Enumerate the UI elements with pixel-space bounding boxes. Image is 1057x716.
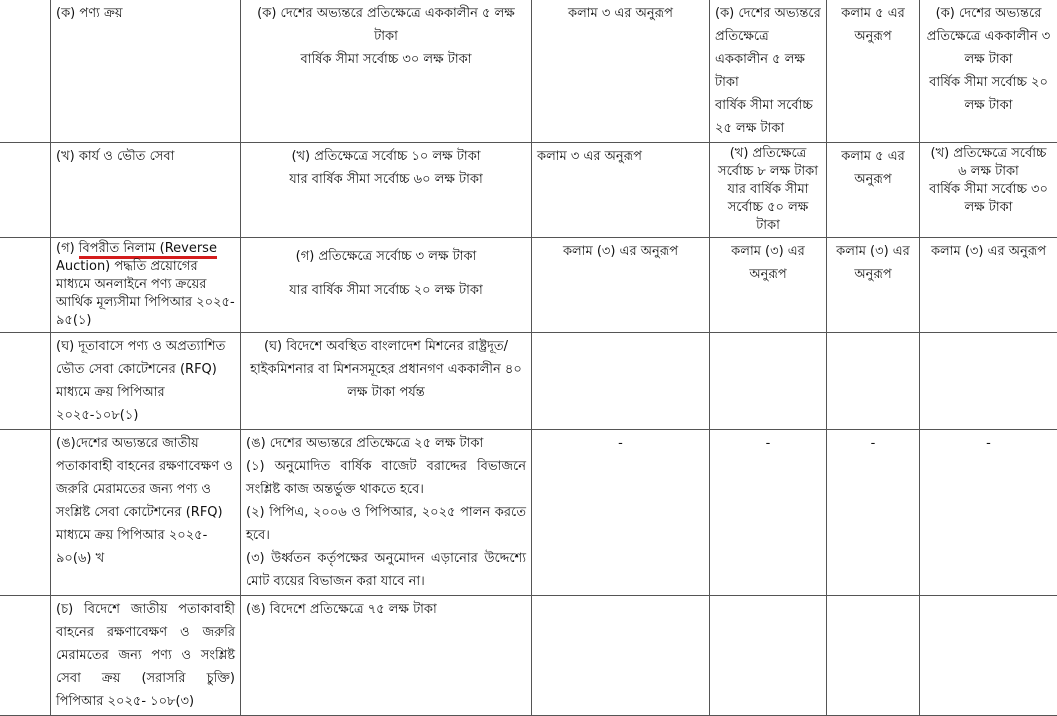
cell-text: (ক) দেশের অভ্যন্তরে প্রতিক্ষেত্রে এককালীন ৫ লক্ষ টাকা bbox=[246, 2, 526, 48]
cell-text: (খ) প্রতিক্ষেত্রে সর্বোচ্চ ৮ লক্ষ টাকা bbox=[715, 145, 821, 181]
col7-cell bbox=[920, 596, 1057, 716]
item-cell bbox=[51, 430, 241, 596]
underlined-text: বিপরীত নিলাম (Reverse bbox=[79, 241, 217, 259]
item-text: (খ) কার্য ও ভৌত সেবা bbox=[56, 149, 174, 164]
cell-text: কলাম (৩) এর অনুরূপ bbox=[563, 244, 678, 259]
col3-cell bbox=[241, 0, 532, 143]
col6-cell bbox=[827, 333, 920, 430]
item-text: (গ) bbox=[56, 241, 79, 256]
cell-text: - bbox=[986, 436, 991, 451]
cell-text: বার্ষিক সীমা সর্বোচ্চ ৩০ লক্ষ টাকা bbox=[925, 181, 1052, 217]
cell-text: (খ) প্রতিক্ষেত্রে সর্বোচ্চ ৬ লক্ষ টাকা bbox=[925, 145, 1052, 181]
col4-cell bbox=[532, 596, 710, 716]
table-row bbox=[0, 0, 1057, 143]
cell-text: - bbox=[871, 436, 876, 451]
cell-text: কলাম ৫ এর অনুরূপ bbox=[841, 6, 905, 44]
col3-cell bbox=[241, 333, 532, 430]
cell-text: (গ) প্রতিক্ষেত্রে সর্বোচ্চ ৩ লক্ষ টাকা bbox=[246, 240, 526, 274]
item-text: (ঘ) দূতাবাসে পণ্য ও অপ্রত্যাশিত ভৌত সেবা কোটেশনের (RFQ) মাধ্যমে ক্রয় পিপিআর ২০২৫-১০৮(১) bbox=[56, 339, 225, 423]
cell-text: বার্ষিক সীমা সর্বোচ্চ ৩০ লক্ষ টাকা bbox=[246, 48, 526, 71]
col5-cell bbox=[710, 0, 827, 143]
cell-text: যার বার্ষিক সীমা সর্বোচ্চ ২০ লক্ষ টাকা bbox=[246, 274, 526, 308]
col4-cell bbox=[532, 143, 710, 238]
item-text: (চ) বিদেশে জাতীয় পতাকাবাহী বাহনের রক্ষণাবেক্ষণ ও জরুরি মেরামতের জন্য পণ্য ও সংশ্লিষ্ট সেবা ক্রয় (সরাসরি চুক্তি) পিপিআর ২০২৫- ১০৮(৩) bbox=[56, 602, 235, 709]
table-row bbox=[0, 238, 1057, 333]
cell-text: কলাম ৩ এর অনুরূপ bbox=[537, 149, 642, 164]
cell-text: কলাম (৩) এর অনুরূপ bbox=[731, 244, 805, 282]
table-row bbox=[0, 333, 1057, 430]
table-row bbox=[0, 430, 1057, 596]
col6-cell bbox=[827, 430, 920, 596]
item-cell bbox=[51, 0, 241, 143]
cell-text: কলাম (৩) এর অনুরূপ bbox=[931, 244, 1046, 259]
item-text: (ক) পণ্য ক্রয় bbox=[56, 6, 123, 21]
cell-text: যার বার্ষিক সীমা সর্বোচ্চ ৫০ লক্ষ টাকা bbox=[715, 181, 821, 235]
cell-text: (ক) দেশের অভ্যন্তরে প্রতিক্ষেত্রে এককালীন ৫ লক্ষ টাকা bbox=[715, 2, 821, 94]
serial-cell bbox=[0, 596, 51, 716]
col4-cell bbox=[532, 238, 710, 333]
col3-cell bbox=[241, 143, 532, 238]
serial-cell bbox=[0, 238, 51, 333]
table-row bbox=[0, 143, 1057, 238]
cell-text: - bbox=[766, 436, 771, 451]
cell-text: (ঘ) বিদেশে অবস্থিত বাংলাদেশ মিশনের রাষ্ট্রদূত/হাইকমিশনার বা মিশনসমূহের প্রধানগণ এককালীন ৪০ লক্ষ টাকা পর্যন্ত bbox=[250, 339, 522, 400]
col6-cell bbox=[827, 143, 920, 238]
cell-text: (ঙ) বিদেশে প্রতিক্ষেত্রে ৭৫ লক্ষ টাকা bbox=[246, 602, 437, 617]
serial-cell bbox=[0, 0, 51, 143]
col5-cell bbox=[710, 238, 827, 333]
item-text: Auction) পদ্ধতি প্রয়োগের মাধ্যমে অনলাইনে পণ্য ক্রয়ের আর্থিক মূল্যসীমা পিপিআর ২০২৫- ৯৫(১) bbox=[56, 259, 235, 328]
serial-cell bbox=[0, 430, 51, 596]
col7-cell bbox=[920, 238, 1057, 333]
cell-text: (খ) প্রতিক্ষেত্রে সর্বোচ্চ ১০ লক্ষ টাকা bbox=[246, 145, 526, 168]
item-text: (ঙ)দেশের অভ্যন্তরে জাতীয় পতাকাবাহী বাহনের রক্ষণাবেক্ষণ ও জরুরি মেরামতের জন্য পণ্য ও সংশ্লিষ্ট সেবা কোটেশনের (RFQ) মাধ্যমে ক্রয় পিপিআর ২০২৫- ৯০(৬) খ bbox=[56, 436, 233, 566]
cell-text: (২) পিপিএ, ২০০৬ ও পিপিআর, ২০২৫ পালন করতে হবে। bbox=[246, 501, 526, 547]
col7-cell bbox=[920, 0, 1057, 143]
col6-cell bbox=[827, 596, 920, 716]
cell-text: যার বার্ষিক সীমা সর্বোচ্চ ৬০ লক্ষ টাকা bbox=[246, 168, 526, 191]
col5-cell bbox=[710, 333, 827, 430]
cell-text: কলাম (৩) এর অনুরূপ bbox=[836, 244, 910, 282]
col7-cell bbox=[920, 430, 1057, 596]
cell-text: (৩) উর্ধ্বতন কর্তৃপক্ষের অনুমোদন এড়ানোর উদ্দেশ্যে মোট ব্যয়ের বিভাজন করা যাবে না। bbox=[246, 547, 526, 593]
serial-cell bbox=[0, 143, 51, 238]
col3-cell bbox=[241, 238, 532, 333]
cell-text: (ঙ) দেশের অভ্যন্তরে প্রতিক্ষেত্রে ২৫ লক্ষ টাকা bbox=[246, 432, 526, 455]
col7-cell bbox=[920, 143, 1057, 238]
col7-cell bbox=[920, 333, 1057, 430]
serial-cell bbox=[0, 333, 51, 430]
item-cell bbox=[51, 596, 241, 716]
col3-cell bbox=[241, 430, 532, 596]
col3-cell bbox=[241, 596, 532, 716]
item-cell bbox=[51, 143, 241, 238]
cell-text: বার্ষিক সীমা সর্বোচ্চ ২০ লক্ষ টাকা bbox=[925, 71, 1052, 117]
col4-cell bbox=[532, 430, 710, 596]
col5-cell bbox=[710, 430, 827, 596]
col5-cell bbox=[710, 143, 827, 238]
cell-text: কলাম ৩ এর অনুরূপ bbox=[568, 6, 673, 21]
cell-text: (ক) দেশের অভ্যন্তরে প্রতিক্ষেত্রে এককালীন ৩ লক্ষ টাকা bbox=[925, 2, 1052, 71]
item-cell bbox=[51, 238, 241, 333]
col6-cell bbox=[827, 0, 920, 143]
col4-cell bbox=[532, 333, 710, 430]
cell-text: (১) অনুমোদিত বার্ষিক বাজেট বরাদ্দের বিভাজনে সংশ্লিষ্ট কাজ অন্তর্ভুক্ত থাকতে হবে। bbox=[246, 455, 526, 501]
col6-cell bbox=[827, 238, 920, 333]
table-row bbox=[0, 596, 1057, 716]
item-cell bbox=[51, 333, 241, 430]
cell-text: কলাম ৫ এর অনুরূপ bbox=[841, 149, 905, 187]
col5-cell bbox=[710, 596, 827, 716]
cell-text: - bbox=[618, 436, 623, 451]
cell-text: বার্ষিক সীমা সর্বোচ্চ ২৫ লক্ষ টাকা bbox=[715, 94, 821, 140]
col4-cell bbox=[532, 0, 710, 143]
